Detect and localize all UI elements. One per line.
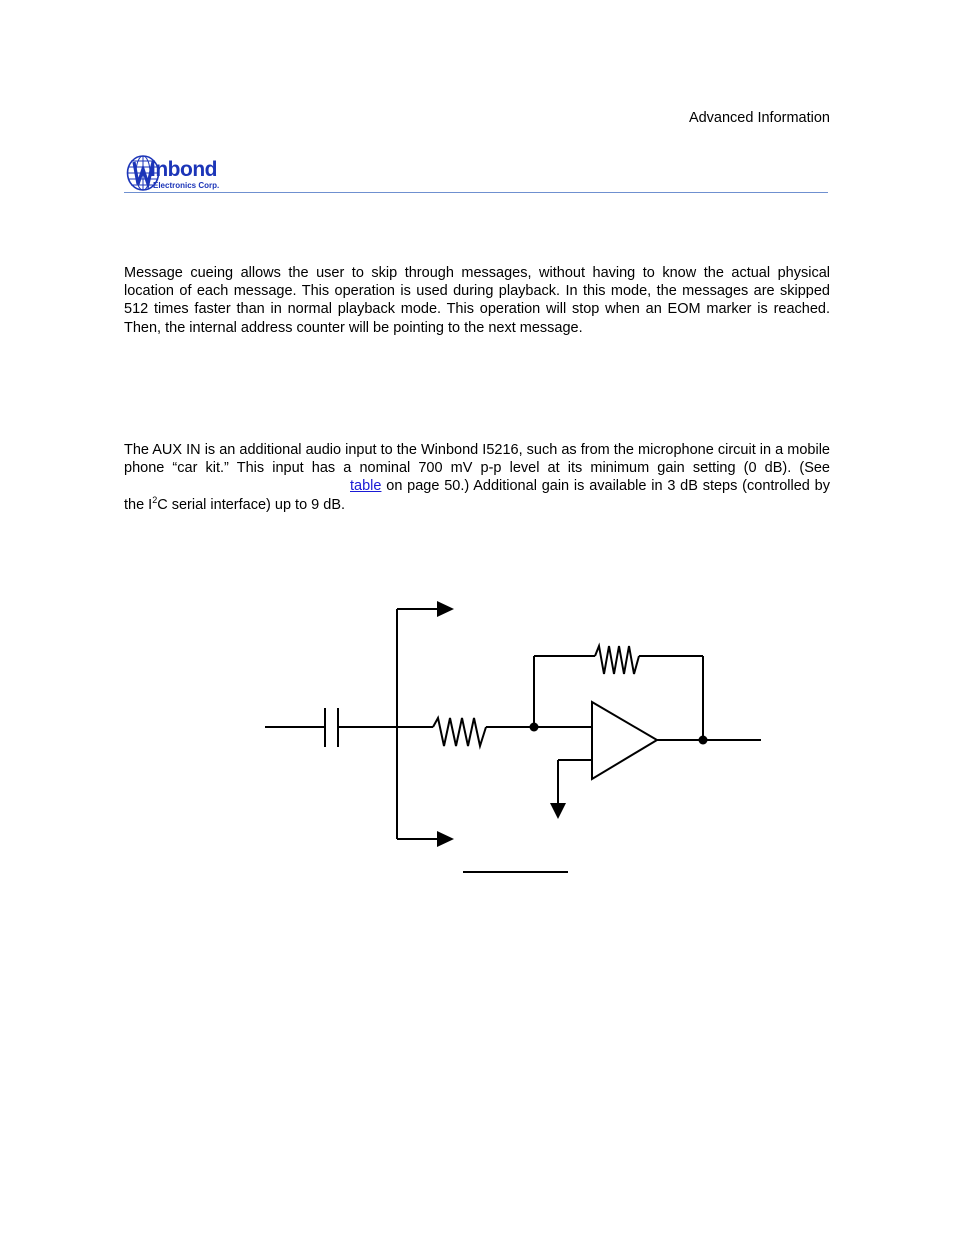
message-cueing-paragraph: Message cueing allows the user to skip through messages, without having to know the actual physical location of each message. This operation is used during playback. In this mode, the messages are skipped 512 times faster than in normal playback mode. This operation will stop when an EOM marker is reached. Then, the internal address counter will be pointing to the next message. (124, 265, 830, 336)
aux-in-text-mid: on page 50.) Additional gain is available in 3 dB steps (controlled by the I (124, 478, 830, 513)
input-node-dot (530, 723, 539, 732)
logo-wordmark: inbond (150, 158, 217, 181)
feedback-resistor-symbol (595, 646, 639, 674)
logo-subtitle: Electronics Corp. (153, 181, 220, 190)
resistor-symbol (433, 718, 486, 746)
ground-arrow-icon (550, 803, 566, 819)
top-arrow-icon (437, 601, 454, 617)
company-logo (126, 153, 256, 193)
op-amp-symbol (592, 702, 657, 779)
aux-in-circuit-diagram (255, 595, 775, 880)
bottom-arrow-icon (437, 831, 454, 847)
header-note: Advanced Information (688, 110, 830, 126)
aux-in-text-tail: C serial interface) up to 9 dB. (157, 496, 346, 513)
aux-in-text-lead: The AUX IN is an additional audio input to the Winbond I5216, such as from the microphone circuit in a mobile phone “car kit.” This input has a nominal 700 mV p-p level at its minimum gain setting (0 dB). (See (124, 442, 830, 477)
header-rule (124, 192, 828, 193)
superscript-two: 2 (152, 494, 158, 505)
output-node-dot (699, 736, 708, 745)
table-link[interactable]: table (350, 478, 382, 495)
aux-in-paragraph (124, 441, 830, 514)
